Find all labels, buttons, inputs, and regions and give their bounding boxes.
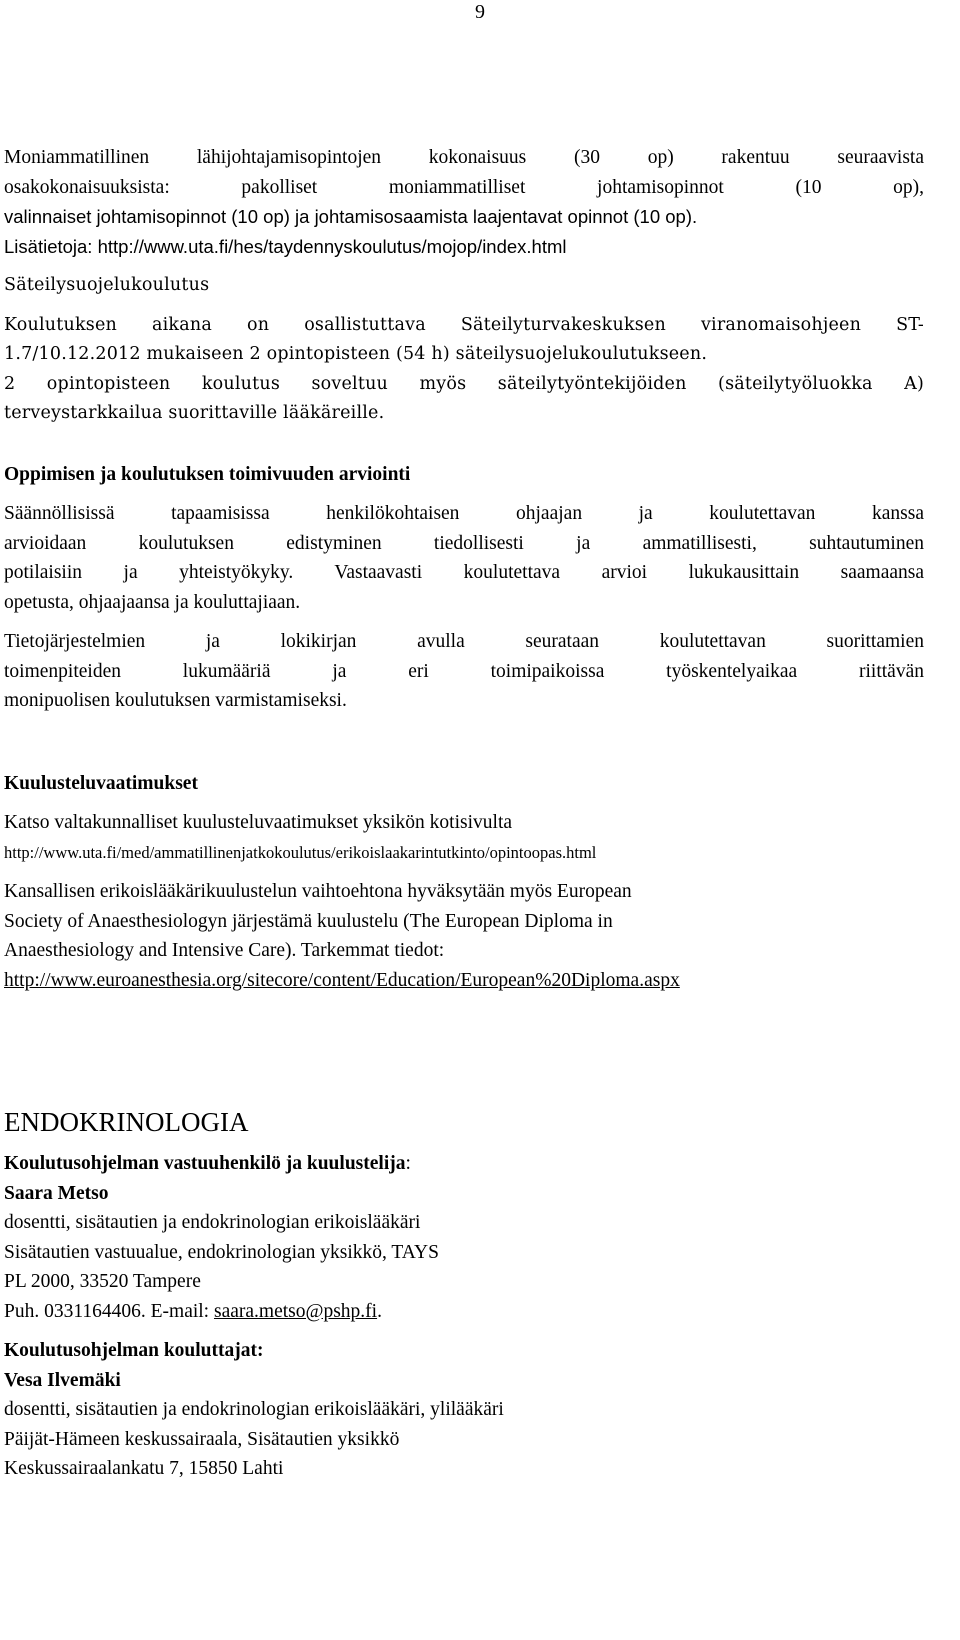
exam-url-2[interactable]: http://www.euroanesthesia.org/sitecore/content/Education/European%20Diploma.aspx: [4, 969, 680, 991]
evaluation-p2-line: monipuolisen koulutuksen varmistamiseksi.: [4, 690, 347, 711]
responsible-contact: [4, 1297, 924, 1327]
exam-p2-line: Kansallisen erikoislääkärikuulustelun vaihtoehtona hyväksytään myös European: [4, 881, 632, 902]
radiation-section: [4, 271, 924, 429]
endocrinology-section: [4, 1105, 924, 1484]
evaluation-p2-line: toimenpiteiden lukumääriä ja eri toimipaikoissa työskentelyaikaa riittävän: [4, 660, 924, 682]
exam-p2-line: Anaesthesiology and Intensive Care). Tarkemmat tiedot:: [4, 940, 445, 961]
radiation-para1-line1: Koulutuksen aikana on osallistuttava Säteilyturvakeskuksen viranomaisohjeen ST-: [4, 314, 924, 335]
trainer-name: Vesa Ilvemäki: [4, 1369, 121, 1391]
exam-url-1[interactable]: http://www.uta.fi/med/ammatillinenjatkokoulutus/erikoislaakarintutkinto/opintoopas.html: [4, 842, 597, 862]
radiation-para2-line2: terveystarkkailua suorittaville lääkäreille.: [4, 403, 385, 423]
radiation-para2-line1: 2 opintopisteen koulutus soveltuu myös säteilytyöntekijöiden (säteilytyöluokka A): [4, 373, 924, 394]
evaluation-p1-line: Säännöllisissä tapaamisissa henkilökohtaisen ohjaajan ja koulutettavan kanssa: [4, 503, 924, 524]
endocrinology-heading: ENDOKRINOLOGIA: [4, 1107, 249, 1137]
trainer-address: Keskussairaalankatu 7, 15850 Lahti: [4, 1458, 284, 1479]
trainer-unit: Päijät-Hämeen keskussairaala, Sisätautien yksikkö: [4, 1428, 400, 1450]
evaluation-p1-line: potilaisiin ja yhteistyökyky. Vastaavasti koulutettava arvioi lukukausittain saamaansa: [4, 562, 924, 583]
responsible-label-colon: :: [405, 1153, 411, 1174]
radiation-heading: Säteilysuojelukoulutus: [4, 275, 210, 295]
evaluation-p1-line: opetusta, ohjaajaansa ja kouluttajiaan.: [4, 591, 301, 613]
radiation-para1-line2: 1.7/10.12.2012 mukaiseen 2 opintopisteen (54 h) säteilysuojelukoulutukseen.: [4, 344, 708, 364]
trainers-label: Koulutusohjelman kouluttajat:: [4, 1340, 264, 1361]
evaluation-heading: Oppimisen ja koulutuksen toimivuuden arviointi: [4, 463, 411, 485]
intro-section: [4, 143, 924, 261]
evaluation-paragraph-1: [4, 499, 924, 617]
info-link[interactable]: http://www.uta.fi/hes/taydennyskoulutus/mojop/index.html: [97, 235, 567, 257]
evaluation-section: [4, 460, 924, 716]
exam-paragraph-2: [4, 877, 924, 966]
responsible-label: [4, 1149, 924, 1179]
exam-section: [4, 769, 924, 996]
trainer-title: dosentti, sisätautien ja endokrinologian erikoislääkäri, ylilääkäri: [4, 1399, 504, 1420]
responsible-title: dosentti, sisätautien ja endokrinologian erikoislääkäri: [4, 1212, 421, 1233]
evaluation-paragraph-2: [4, 627, 924, 716]
evaluation-p1-line: arvioidaan koulutuksen edistyminen tiedollisesti ja ammatillisesti, suhtautuminen: [4, 532, 924, 554]
intro-line-1: Moniammatillinen lähijohtajamisopintojen kokonaisuus (30 op) rakentuu seuraavista: [4, 147, 924, 168]
intro-line-4: [4, 232, 924, 262]
responsible-phone: Puh. 0331164406. E-mail:: [4, 1300, 214, 1322]
responsible-contact-suffix: .: [377, 1300, 382, 1322]
exam-line-1: Katso valtakunnalliset kuulusteluvaatimukset yksikön kotisivulta: [4, 812, 513, 833]
responsible-label-text: Koulutusohjelman vastuuhenkilö ja kuulustelija: [4, 1153, 406, 1174]
evaluation-p2-line: Tietojärjestelmien ja lokikirjan avulla seurataan koulutettavan suorittamien: [4, 631, 924, 652]
intro-line-3: valinnaiset johtamisopinnot (10 op) ja johtamisosaamista laajentavat opinnot (10 op).: [4, 206, 698, 227]
exam-p2-line: Society of Anaesthesiologyn järjestämä kuulustelu (The European Diploma in: [4, 910, 613, 932]
page-number: 9: [475, 1, 485, 23]
exam-heading: Kuulusteluvaatimukset: [4, 772, 198, 794]
responsible-address: PL 2000, 33520 Tampere: [4, 1271, 201, 1292]
responsible-name: Saara Metso: [4, 1182, 109, 1204]
responsible-unit: Sisätautien vastuualue, endokrinologian yksikkö, TAYS: [4, 1241, 439, 1263]
document-body: [4, 143, 924, 1484]
info-label: Lisätietoja:: [4, 235, 98, 257]
responsible-email-link[interactable]: saara.metso@pshp.fi: [213, 1300, 378, 1322]
intro-line-2: osakokonaisuuksista: pakolliset moniammatilliset johtamisopinnot (10 op),: [4, 176, 924, 198]
